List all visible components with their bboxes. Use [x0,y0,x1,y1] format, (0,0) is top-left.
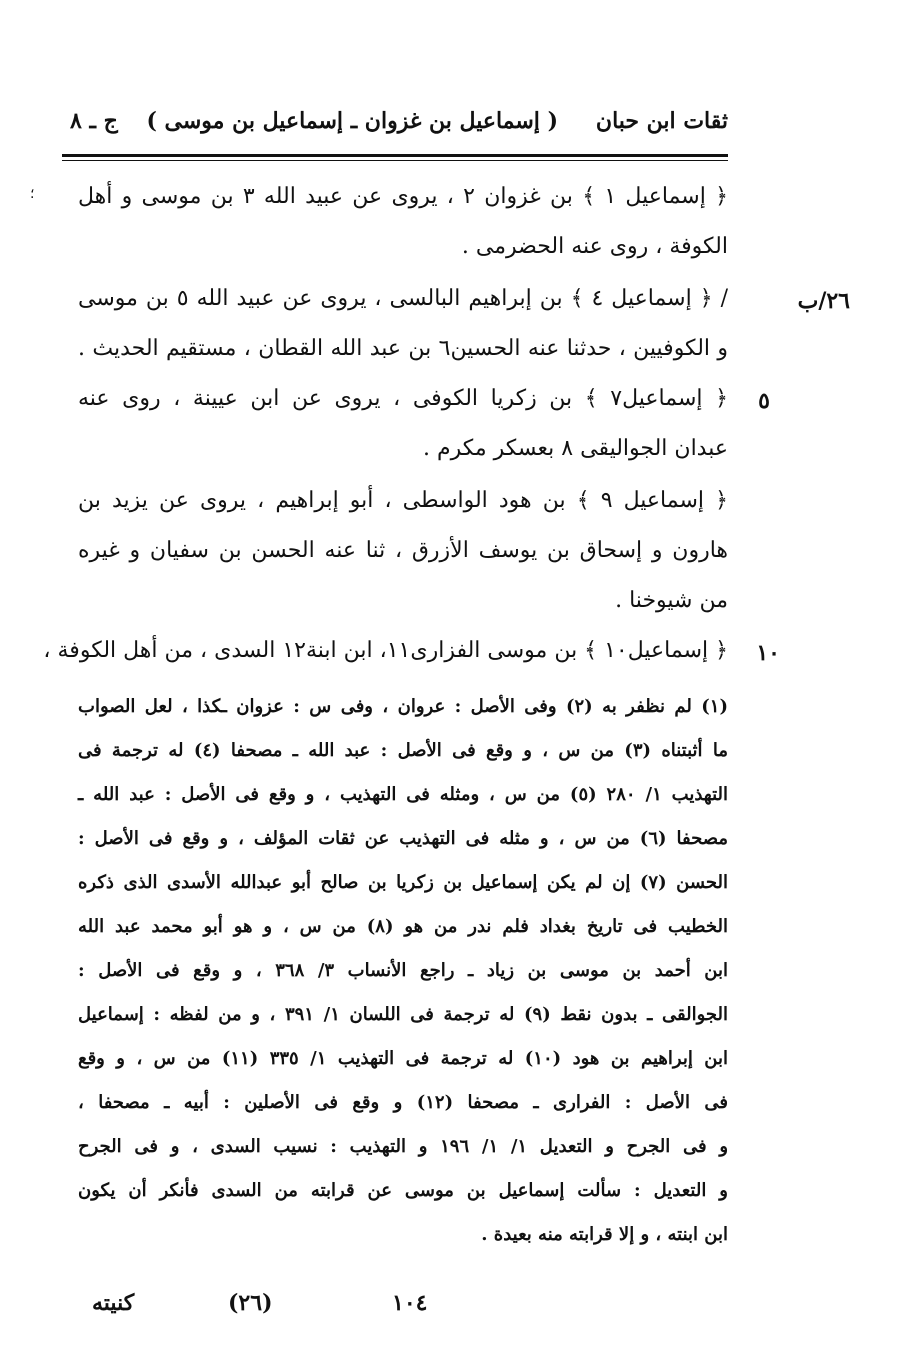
footnote-line: الجوالقى ـ بدون نقط (٩) له ترجمة فى اللسان ١/ ٣٩١ ، و من لفظه : إسماعيل [78,1004,729,1025]
page-number: ١٠٤ [392,1290,428,1316]
footnote-line: الحسن (٧) إن لم يكن إسماعيل بن زكريا بن صالح أبو عبدالله الأسدى الذى ذكره [78,872,728,893]
header-rule-thick [62,154,728,157]
footnote-line: مصحفا (٦) من س ، و مثله فى التهذيب عن ثقات المؤلف ، و وقع فى الأصل : [78,828,728,849]
body-line: / ﴿ إسماعيل ٤ ﴾ بن إبراهيم البالسى ، يروى عن عبيد الله ٥ بن موسى [78,286,729,311]
body-line: ﴿ إسماعيل١٠ ﴾ بن موسى الفزارى١١، ابن ابنة١٢ السدى ، من أهل الكوفة ، [43,638,728,663]
body-line: ﴿ إسماعيل ٩ ﴾ بن هود الواسطى ، أبو إبراهيم ، يروى عن يزيد بن [78,488,728,513]
footnote-line: ابن أحمد بن موسى بن زياد ـ راجع الأنساب ٣/ ٣٦٨ ، و وقع فى الأصل : [78,960,729,981]
body-line: ﴿ إسماعيل٧ ﴾ بن زكريا الكوفى ، يروى عن ابن عيينة ، روى عنه [78,386,728,411]
body-line: هارون و إسحاق بن يوسف الأزرق ، ثنا عنه الحسن بن سفيان و غيره [78,538,728,563]
header-entry-range: ( إسماعيل بن غزوان ـ إسماعيل بن موسى ) [146,108,558,134]
footnote-line: ابن ابنته ، و إلا قرابته منه بعيدة . [481,1224,728,1245]
footnote-line: و فى الجرح و التعديل ١/ ١/ ١٩٦ و التهذيب : نسيب السدى ، و فى الجرح [78,1136,729,1157]
header-volume: ج ـ ٨ [70,108,118,134]
footnote-line: فى الأصل : الفرارى ـ مصحفا (١٢) و وقع فى الأصلين : أبيه ـ مصحفا ، [78,1092,728,1113]
running-header [70,108,728,148]
footnote-line: الخطيب فى تاريخ بغداد فلم ندر من هو (٨) من س ، و هو أبو محمد عبد الله [78,916,728,937]
line-number: ١٠ [756,640,780,666]
footer-catchword: كنيته [92,1290,135,1316]
header-book-title: ثقات ابن حبان [595,108,728,134]
footnote-line: (١) لم نظفر به (٢) وفى الأصل : عروان ، وفى س : عزوان ـكذا ، لعل الصواب [78,696,728,717]
body-line: من شيوخنا . [615,588,728,613]
footnote-line: و التعديل : سألت إسماعيل بن موسى عن قرابته من السدى فأنكر أن يكون [78,1180,728,1201]
line-number: ٥ [758,388,770,414]
body-line: الكوفة ، روى عنه الحضرمى . [461,234,728,259]
body-line: ﴿ إسماعيل ١ ﴾ بن غزوان ٢ ، يروى عن عبيد الله ٣ بن موسى و أهل [78,184,728,209]
footnote-line: التهذيب ١/ ٢٨٠ (٥) من س ، ومثله فى التهذيب ، و وقع فى الأصل : عبد الله ـ [78,784,728,805]
footnote-line: ابن إبراهيم بن هود (١٠) له ترجمة فى التهذيب ١/ ٣٣٥ (١١) من س ، و وقع [78,1048,728,1069]
footnote-line: ما أثبتناه (٣) من س ، و وقع فى الأصل : عبد الله ـ مصحفا (٤) له ترجمة فى [78,740,729,761]
margin-mark: ؛ [30,186,35,202]
header-rule-thin [62,160,728,161]
body-line: عبدان الجواليقى ٨ بعسكر مكرم . [422,436,728,461]
body-line: و الكوفيين ، حدثنا عنه الحسين٦ بن عبد الله القطان ، مستقيم الحديث . [78,336,729,361]
footer-folio: (٢٦) [228,1290,273,1316]
folio-note: ٢٦/ب [797,288,850,314]
